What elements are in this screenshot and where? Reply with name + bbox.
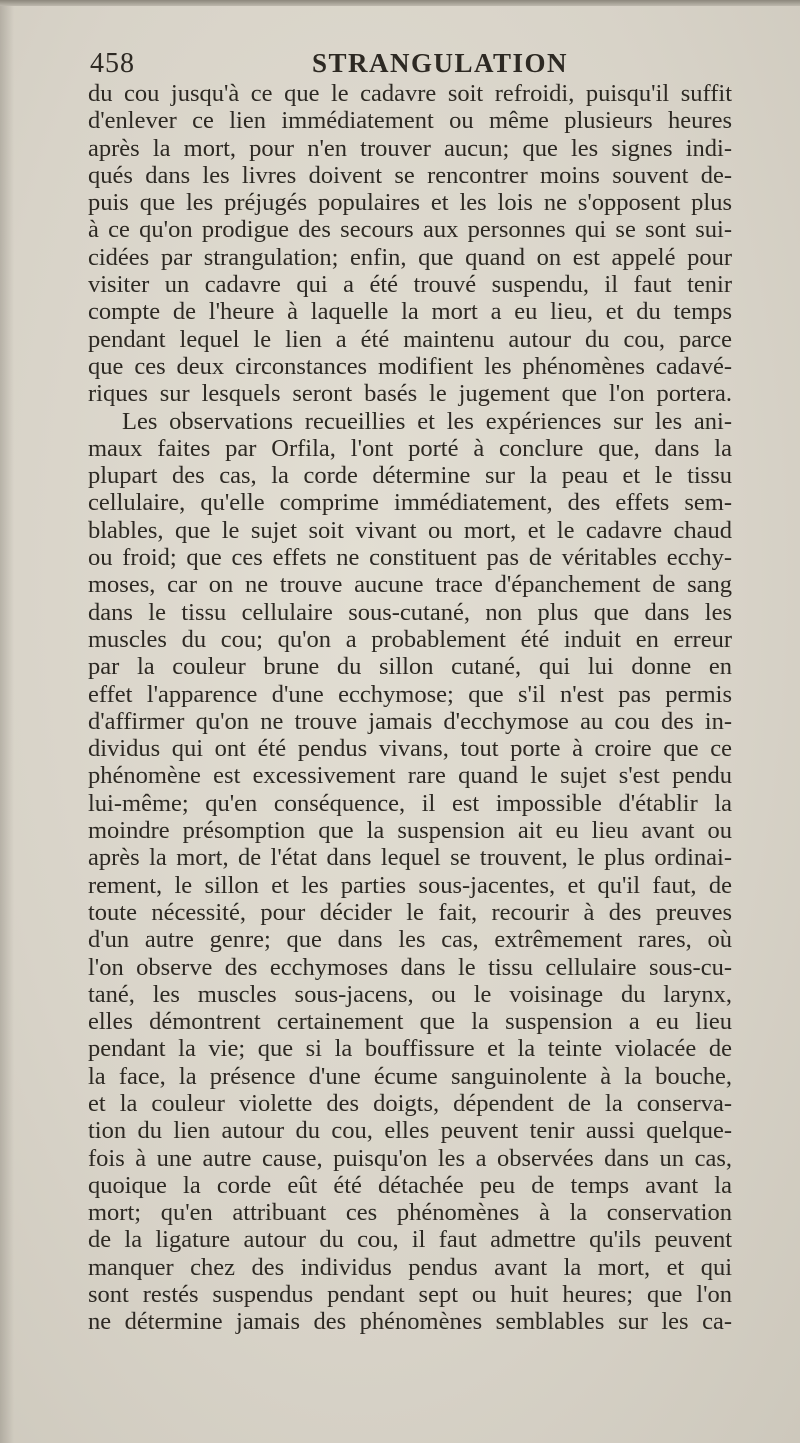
text-line: plupart des cas, la corde détermine sur la peau et le tissu xyxy=(88,462,732,490)
text-line: de la ligature autour du cou, il faut admettre qu'ils peuvent xyxy=(88,1226,732,1254)
paragraph-start-line: Les observations recueillies et les expériences sur les ani- xyxy=(122,407,732,435)
text-line: après la mort, pour n'en trouver aucun; que les signes indi- xyxy=(88,134,732,162)
text-line: visiter un cadavre qui a été trouvé suspendu, il faut tenir xyxy=(88,271,732,299)
text-line: cellulaire, qu'elle comprime immédiatement, des effets sem- xyxy=(88,489,732,517)
text-line: l'on observe des ecchymoses dans le tissu cellulaire sous-cu- xyxy=(88,953,732,981)
text-line: toute nécessité, pour décider le fait, recourir à des preuves xyxy=(88,898,732,926)
text-line: mort; qu'en attribuant ces phénomènes à la conservation xyxy=(88,1199,732,1227)
text-line: la face, la présence d'une écume sanguinolente à la bouche, xyxy=(88,1062,732,1090)
text-line: quoique la corde eût été détachée peu de temps avant la xyxy=(88,1171,732,1199)
body-text xyxy=(88,80,732,1336)
page-number: 458 xyxy=(90,48,135,79)
page-edge-shadow xyxy=(0,0,14,1443)
running-title: STRANGULATION xyxy=(312,48,569,78)
text-line: muscles du cou; qu'on a probablement été induit en erreur xyxy=(88,625,732,653)
text-line: elles démontrent certainement que la suspension a eu lieu xyxy=(88,1008,732,1036)
text-line: d'enlever ce lien immédiatement ou même plusieurs heures xyxy=(88,107,732,135)
text-line: du cou jusqu'à ce que le cadavre soit refroidi, puisqu'il suffit xyxy=(88,80,732,107)
text-line: sont restés suspendus pendant sept ou huit heures; que l'on xyxy=(88,1281,732,1309)
text-line: pendant lequel le lien a été maintenu autour du cou, parce xyxy=(88,325,732,353)
text-line: dividus qui ont été pendus vivans, tout porte à croire que ce xyxy=(88,735,732,763)
text-line: ne détermine jamais des phénomènes semblables sur les ca- xyxy=(88,1308,732,1336)
text-line: puis que les préjugés populaires et les lois ne s'opposent plus xyxy=(88,189,732,217)
text-line: que ces deux circonstances modifient les phénomènes cadavé- xyxy=(88,352,732,380)
text-line: tion du lien autour du cou, elles peuvent tenir aussi quelque- xyxy=(88,1117,732,1145)
text-line: riques sur lesquels seront basés le jugement que l'on portera. xyxy=(88,380,732,408)
text-line: à ce qu'on prodigue des secours aux personnes qui se sont sui- xyxy=(88,216,732,244)
text-line: ou froid; que ces effets ne constituent pas de véritables ecchy- xyxy=(88,544,732,572)
text-line: par la couleur brune du sillon cutané, qui lui donne en xyxy=(88,653,732,681)
text-line: moses, car on ne trouve aucune trace d'épanchement de sang xyxy=(88,571,732,599)
text-line: blables, que le sujet soit vivant ou mort, et le cadavre chaud xyxy=(88,516,732,544)
text-line: compte de l'heure à laquelle la mort a eu lieu, et du temps xyxy=(88,298,732,326)
text-line: moindre présomption que la suspension ait eu lieu avant ou xyxy=(88,817,732,845)
text-line: après la mort, de l'état dans lequel se trouvent, le plus ordinai- xyxy=(88,844,732,872)
top-edge xyxy=(0,0,800,6)
text-line: effet l'apparence d'une ecchymose; que s'il n'est pas permis xyxy=(88,680,732,708)
text-line: qués dans les livres doivent se rencontrer moins souvent de- xyxy=(88,161,732,189)
text-line: dans le tissu cellulaire sous-cutané, non plus que dans les xyxy=(88,598,732,626)
text-line: phénomène est excessivement rare quand le sujet s'est pendu xyxy=(88,762,732,790)
text-line: rement, le sillon et les parties sous-jacentes, et qu'il faut, de xyxy=(88,871,732,899)
text-line: pendant la vie; que si la bouffissure et la teinte violacée de xyxy=(88,1035,732,1063)
text-line: fois à une autre cause, puisqu'on les a observées dans un cas, xyxy=(88,1144,732,1172)
text-line: manquer chez des individus pendus avant la mort, et qui xyxy=(88,1253,732,1281)
text-line: cidées par strangulation; enfin, que quand on est appelé pour xyxy=(88,243,732,271)
text-line: maux faites par Orfila, l'ont porté à conclure que, dans la xyxy=(88,434,732,462)
text-line: lui-même; qu'en conséquence, il est impossible d'établir la xyxy=(88,789,732,817)
text-line: tané, les muscles sous-jacens, ou le voisinage du larynx, xyxy=(88,980,732,1008)
text-line: d'affirmer qu'on ne trouve jamais d'ecchymose au cou des in- xyxy=(88,707,732,735)
text-line: d'un autre genre; que dans les cas, extrêmement rares, où xyxy=(88,926,732,954)
text-line: et la couleur violette des doigts, dépendent de la conserva- xyxy=(88,1089,732,1117)
